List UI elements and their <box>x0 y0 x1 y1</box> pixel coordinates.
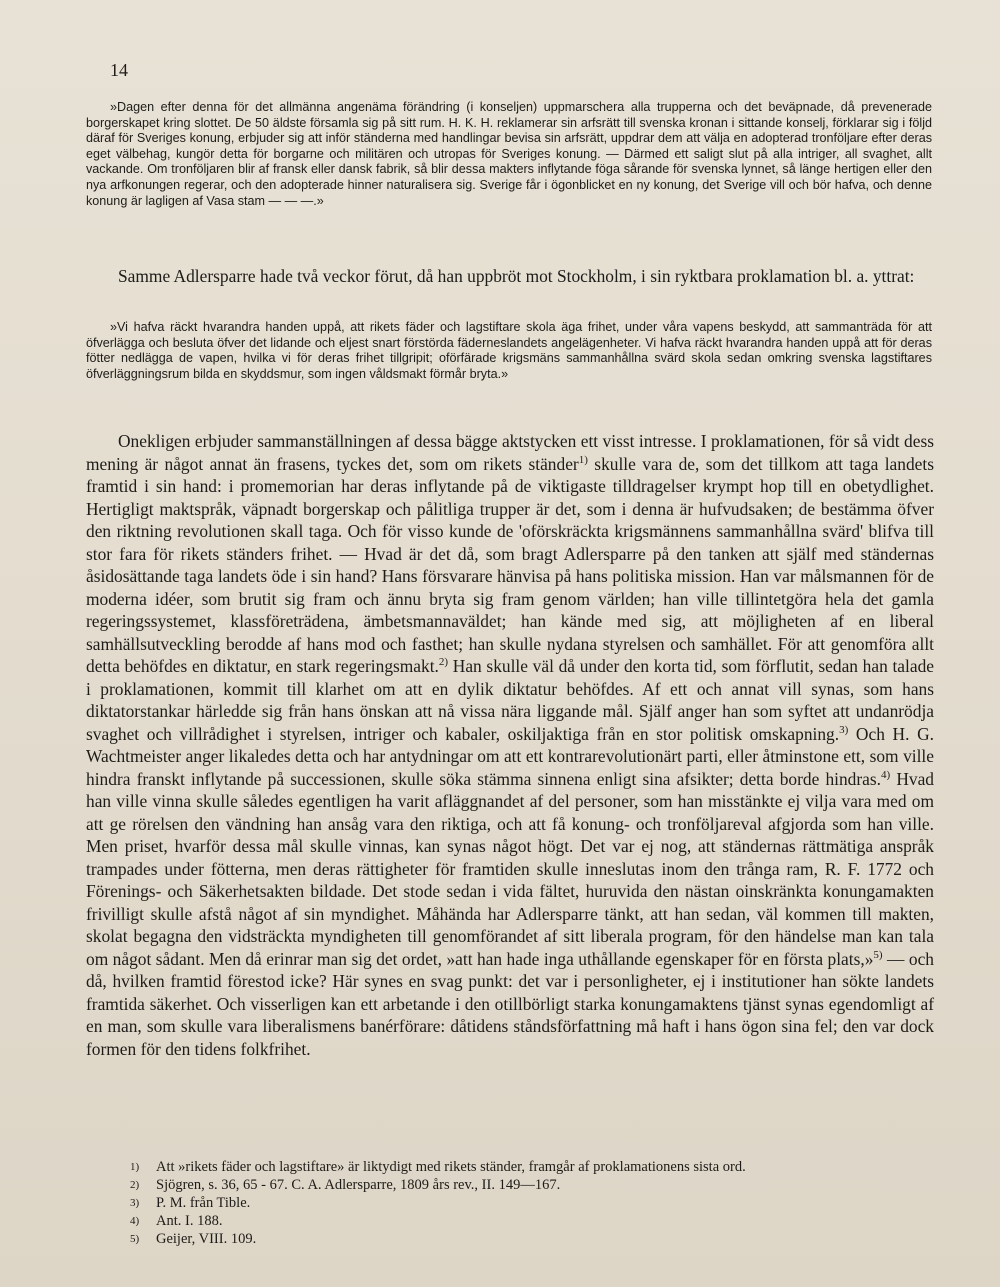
footnote-mark: 1) <box>130 1161 140 1173</box>
footnote-mark: 2) <box>130 1179 140 1191</box>
footnote-ref-2[interactable]: 2) <box>438 656 449 669</box>
footnote-text: Sjögren, s. 36, 65 - 67. C. A. Adlersparre, 1809 års rev., II. 149—167. <box>156 1177 561 1193</box>
footnote-ref-4[interactable]: 4) <box>881 768 891 781</box>
footnote-mark: 3) <box>130 1197 140 1209</box>
footnote-ref-1[interactable]: 1) <box>578 453 588 466</box>
paragraph-main <box>86 430 934 1060</box>
quote-promemoria <box>86 100 932 209</box>
paragraph-main-text <box>86 430 934 1060</box>
footnotes <box>130 1158 930 1248</box>
text-segment: Och H. G. Wachtmeister anger likaledes detta och har antydningar om att ett kontrarevolutionärt parti, eller åtminstone ett, som ville hindra franskt inflytande på successionen, skulle söka stämma sinnena enligt sina afsikter; detta borde hindras. <box>86 723 934 789</box>
paragraph-intro <box>86 265 934 288</box>
footnote-text: Ant. I. 188. <box>156 1213 223 1229</box>
footnote <box>130 1194 930 1212</box>
page-number: 14 <box>110 60 128 80</box>
text-segment: Hvad han ville vinna skulle således egentligen ha varit afläggnandet af del personer, som han misstänkte ej vilja vara med om att ge rörelsen den vändning han ansåg vara den riktiga, och att få konung- och tronföljareval afgjorda som han ville. Men priset, hvarför dessa mål skulle vinnas, kan synas något högt. Det var ej nog, att ständernas rättmätiga anspråk trampades under fötterna, men deras rättigheter för framtiden skulle inneslutas inom den trånga ram, R. F. 1772 och Förenings- och Säkerhetsakten bildade. Det stode sedan i vida fältet, huruvida den nästan oinskränkta konungamakten frivilligt skulle afstå något af sin myndighet. Måhända har Adlersparre tänkt, att han sedan, väl kommen till makten, skolat begagna den vidsträckta myndigheten till genomförandet af sitt liberala program, för den händelse man kan tala om något sådant. Men då erinrar man sig det ordet, »att han hade inga uthållande egenskaper för en första plats,» <box>86 768 934 969</box>
paragraph-intro-text: Samme Adlersparre hade två veckor förut, då han uppbröt mot Stockholm, i sin ryktbara proklamation bl. a. yttrat: <box>118 266 915 286</box>
footnote-text: Geijer, VIII. 109. <box>156 1231 257 1247</box>
footnote <box>130 1158 930 1176</box>
text-segment: Han skulle väl då under den korta tid, som förflutit, sedan han talade i proklamationen, kommit till klarhet om att en dylik diktatur behöfdes. Af ett och annat vill synas, som hans diktatorstankar härledde sig från hans önskan att nå vissa nära liggande mål. Själf anger han som syftet att undanrödja svaghet och villrådighet i styrelsen, intriger och kabaler, oskiljaktiga från en stor politisk omskapning. <box>86 656 934 744</box>
footnote <box>130 1212 930 1230</box>
quote-proklamation-text: »Vi hafva räckt hvarandra handen uppå, att rikets fäder och lagstiftare skola äga frihet, under våra vapens beskydd, att sammanträda för att öfverlägga och besluta öfver det lidande och eljest snart förstörda fäderneslandets angelägenheter. Vi hafva räckt hvarandra handen uppå att för deras fötter nedlägga de vapen, hvilka vi för deras frihet tillgripit; oförfärade krigsmäns sammanhållna svärd skola sedan omkring svenska lagstiftares öfverläggningsrum bilda en skyddsmur, som ingen våldsmakt förmår bryta.» <box>86 320 932 381</box>
footnote <box>130 1176 930 1194</box>
text-segment: skulle vara de, som det tillkom att taga landets framtid i sin hand: i promemorian har deras inflytande på de viktigaste tilldragelser krympt hop till en obetydlighet. Hertigligt maktspråk, väpnadt borgerskap och pålitliga trupper är det, som i denna är hufvudsaken; de bestämma öfver den riktning revolutionen skall taga. Och för visso kunde de 'oförskräckta krigsmännens sammanhållna svärd' blifva till stor fara för rikets ständers frihet. — Hvad är det då, som bragt Adlersparre på den tanken att själf med ständernas åsidosättande taga landets öde i sin hand? Hans försvarare hänvisa på hans politiska mission. Han var målsmannen för de moderna idéer, som brutit sig fram och ännu bryta sig fram genom världen; han ville tillintetgöra hela det gamla regeringssystemet, klassföreträdena, ämbetsmannaväldet; han kände med sig, att möjligheten af en liberal samhällsutveckling berodde af hans mod och fasthet; han skulle nydana styrelsen och samhället. För att genomföra allt detta behöfdes en diktatur, en stark regeringsmakt. <box>86 453 934 676</box>
footnote-ref-5[interactable]: 5) <box>873 948 883 961</box>
text-segment: Onekligen erbjuder sammanställningen af dessa bägge aktstycken ett visst intresse. I proklamationen, för så vidt dess mening är något annat än frasens, tyckes det, som om rikets ständer <box>86 431 934 474</box>
footnote-mark: 5) <box>130 1233 140 1245</box>
footnote <box>130 1230 930 1248</box>
footnote-ref-3[interactable]: 3) <box>839 723 849 736</box>
footnote-mark: 4) <box>130 1215 140 1227</box>
text-segment: — och då, hvilken framtid förestod icke? Här synes en svag punkt: det var i personligheter, ej i institutioner han sökte landets framtida säkerhet. Och visserligen kan ett arbetande i den otillbörligt starka konungamaktens tjänst synas egendomligt af en man, som skulle vara liberalismens banérförare: dåtidens ståndsförfattning må haft i hans ögon sina fel; den var dock formen för den tidens folkfrihet. <box>86 948 934 1059</box>
footnote-text: P. M. från Tible. <box>156 1195 251 1211</box>
quote-proklamation <box>86 320 932 382</box>
quote-promemoria-text: »Dagen efter denna för det allmänna angenäma förändring (i konseljen) uppmarschera alla trupperna och det beväpnade, då prevenerade borgerskapet kring slottet. De 50 äldste församla sig på sitt rum. H. K. H. reklamerar sin arfsrätt till svenska kronan i sittande konselj, förklarar sig i följd däraf för Sveriges konung, erbjuder sig att inför ständerna med handlingar bevisa sin arfsrätt, uppdrar dem att välja en adopterad tronföljare efter deras eget välbehag, kungör detta för borgarne och militären och utropas för Sveriges konung. — Därmed ett saligt slut på alla intriger, all svaghet, allt vackande. Om tronföljaren blir af fransk eller dansk fabrik, så blir dessa makters inflytande föga sårande för svenska lynnet, så länge hertigen eller den nya arfkonungen regerar, och den adopterade hinner naturalisera sig. Sverige får i ögonblicket en ny konung, det Sverige vill och bör hafva, och denne konung är lagligen af Vasa stam — — —.» <box>86 100 932 208</box>
footnote-text: Att »rikets fäder och lagstiftare» är liktydigt med rikets ständer, framgår af proklamationens sista ord. <box>156 1159 746 1175</box>
